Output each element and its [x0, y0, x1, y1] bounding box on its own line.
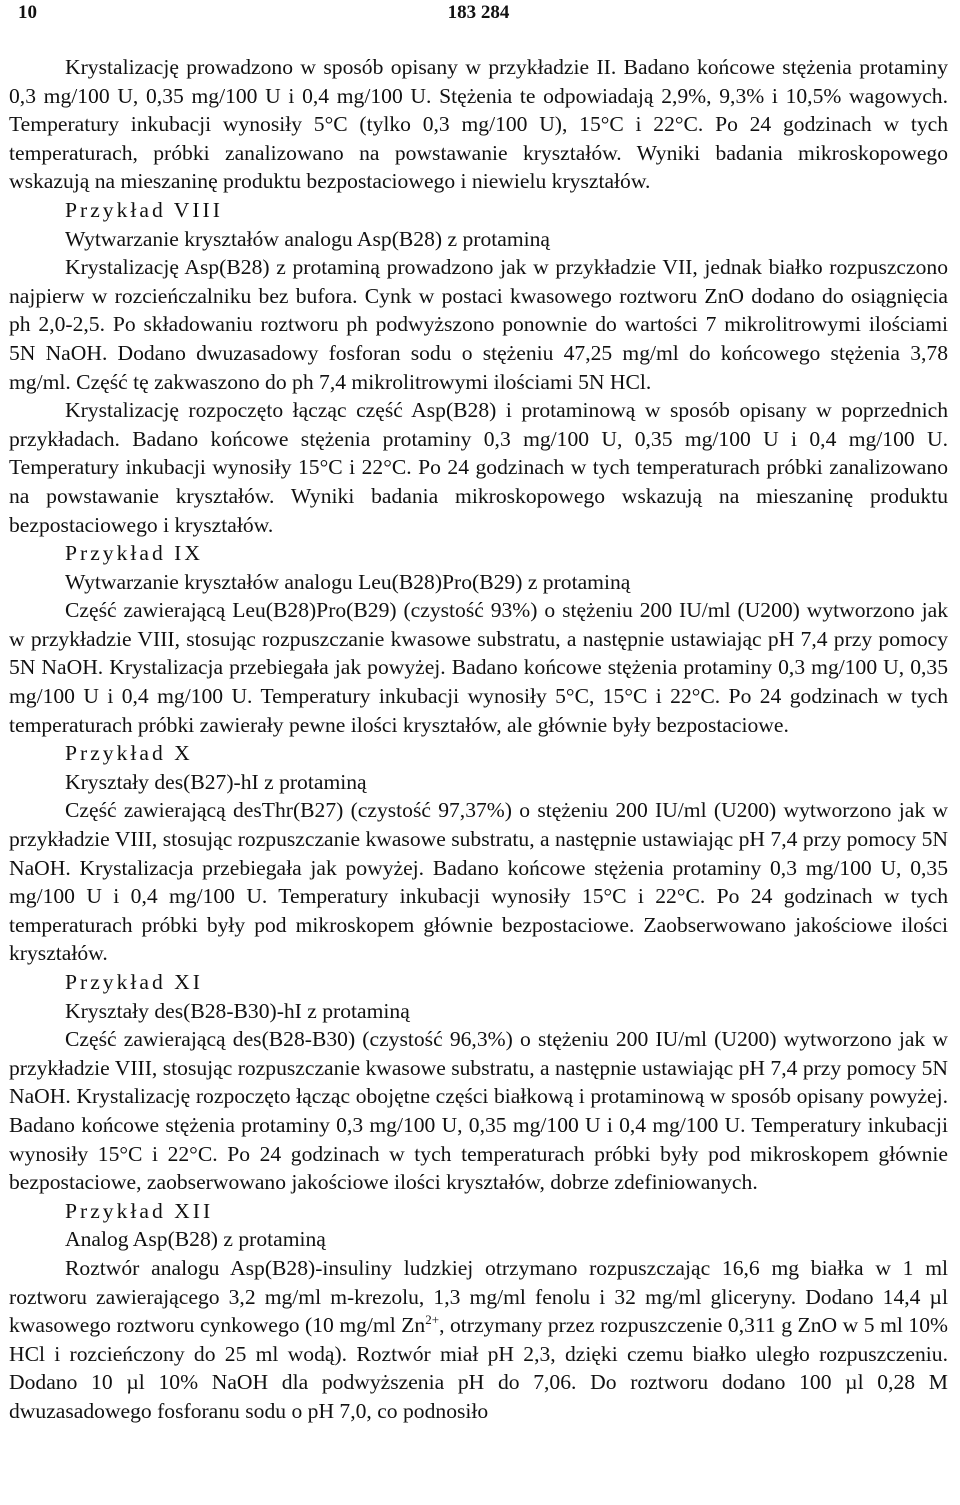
- body-text: [9, 53, 948, 1426]
- paragraph: Część zawierającą desThr(B27) (czystość 97,37%) o stężeniu 200 IU/ml (U200) wytworzono jak w przykładzie VIII, stosując rozpuszczanie kwasowe substratu, a następnie ustawiając pH 7,4 przy pomocy 5N NaOH. Krystalizacja przebiegała jak powyżej. Badano końcowe stężenia protaminy 0,3 mg/100 U, 0,35 mg/100 U i 0,4 mg/100 U. Temperatury inkubacji wynosiły 15°C i 22°C. Po 24 godzinach w tych temperaturach próbki były pod mikroskopem głównie bezpostaciowe. Zaobserwowano jakościowe ilości kryształów.: [9, 798, 948, 966]
- example-heading: Przykład XI: [65, 970, 203, 994]
- example-heading: Przykład VIII: [65, 197, 223, 222]
- text-segment: Roztwór analogu Asp(B28)-insuliny ludzkiej otrzymano rozpuszczając 16,6 mg białka w 1 ml roztworu zawierającego 3,2 mg/ml m-krezolu, 1,3 mg/ml fenolu i 32 mg/ml gliceryny. Dodano 14,4 µl kwasowego roztworu cynkowego (10 mg/ml Zn: [9, 1255, 948, 1338]
- example-heading: Przykład X: [65, 741, 193, 766]
- example-heading: Przykład XII: [65, 1198, 214, 1223]
- example-title: Wytwarzanie kryształów analogu Leu(B28)Pro(B29) z protaminą: [65, 569, 631, 594]
- paragraph: Krystalizację prowadzono w sposób opisany w przykładzie II. Badano końcowe stężenia protaminy 0,3 mg/100 U, 0,35 mg/100 U i 0,4 mg/100 U. Stężenia te odpowiadają 2,9%, 9,3% i 10,5% wagowych. Temperatury inkubacji wynosiły 5°C (tylko 0,3 mg/100 U), 15°C i 22°C. Po 24 godzinach w tych temperaturach, próbki zanalizowano na powstawanie kryształów. Wyniki badania mikroskopowego wskazują na mieszaninę produktu bezpostaciowego i niewielu kryształów.: [9, 55, 948, 194]
- example-title: Wytwarzanie kryształów analogu Asp(B28) z protaminą: [65, 226, 551, 251]
- paragraph: [9, 1254, 948, 1426]
- page-header: [9, 0, 948, 34]
- text-segment: , otrzymany przez rozpuszczenie 0,311 g ZnO w 5 ml 10% HCl i rozcieńczony do 25 ml wodą). Roztwór miał pH 2,3, dzięki czemu białko uległo rozpuszczeniu. Dodano 10 µl 10% NaOH dla podwyższenia pH do 7,06. Do roztworu dodano 100 µl 0,28 M dwuzasadowego fosforanu sodu o pH 7,0, co podnosiło: [9, 1313, 948, 1423]
- example-title: Kryształy des(B27)-hI z protaminą: [65, 769, 367, 794]
- paragraph: Część zawierającą Leu(B28)Pro(B29) (czystość 93%) o stężeniu 200 IU/ml (U200) wytworzono jak w przykładzie VIII, stosując rozpuszczanie kwasowe substratu, a następnie ustawiając pH 7,4 przy pomocy 5N NaOH. Krystalizacja przebiegała jak powyżej. Badano końcowe stężenia protaminy 0,3 mg/100 U, 0,35 mg/100 U i 0,4 mg/100 U. Temperatury inkubacji wynosiły 5°C, 15°C i 22°C. Po 24 godzinach w tych temperaturach próbki zawierały pewne ilości kryształów, ale głównie były bezpostaciowe.: [9, 598, 948, 737]
- paragraph: Część zawierającą des(B28-B30) (czystość 96,3%) o stężeniu 200 IU/ml (U200) wytworzono jak w przykładzie VIII, stosując rozpuszczanie kwasowe substratu, a następnie ustawiając pH 7,4 przy pomocy 5N NaOH. Krystalizację rozpoczęto łącząc obojętne części białkową i protaminową w sposób opisany powyżej. Badano końcowe stężenia protaminy 0,3 mg/100 U, 0,35 mg/100 U i 0,4 mg/100 U. Temperatury inkubacji wynosiły 15°C i 22°C. Po 24 godzinach w tych temperaturach próbki były pod mikroskopem głównie bezpostaciowe, zaobserwowano jakościowe ilości kryształów, dobrze zdefiniowanych.: [9, 1027, 948, 1195]
- example-heading: Przykład IX: [65, 541, 203, 566]
- paragraph: Krystalizację Asp(B28) z protaminą prowadzono jak w przykładzie VII, jednak białko rozpuszczono najpierw w rozcieńczalniku bez bufora. Cynk w postaci kwasowego roztworu ZnO dodano do osiągnięcia ph 2,0-2,5. Po składowaniu roztworu ph podwyższono ponownie do wartości 7 mikrolitrowymi ilościami 5N NaOH. Dodano dwuzasadowy fosforan sodu o stężeniu 47,25 mg/ml do końcowego stężenia 3,78 mg/ml. Część tę zakwaszono do ph 7,4 mikrolitrowymi ilościami 5N HCl.: [9, 255, 948, 394]
- page-number: 10: [18, 2, 37, 23]
- paragraph: Krystalizację rozpoczęto łącząc część Asp(B28) i protaminową w sposób opisany w poprzednich przykładach. Badano końcowe stężenia protaminy 0,3 mg/100 U, 0,35 mg/100 U i 0,4 mg/100 U. Temperatury inkubacji wynosiły 15°C i 22°C. Po 24 godzinach w tych temperaturach próbki zanalizowano na powstawanie kryształów. Wyniki badania mikroskopowego wskazują na mieszaninę produktu bezpostaciowego i kryształów.: [9, 398, 948, 537]
- example-title: Kryształy des(B28-B30)-hI z protaminą: [65, 998, 410, 1023]
- superscript: 2+: [425, 1311, 440, 1327]
- document-number: 183 284: [447, 2, 510, 23]
- example-title: Analog Asp(B28) z protaminą: [65, 1227, 326, 1252]
